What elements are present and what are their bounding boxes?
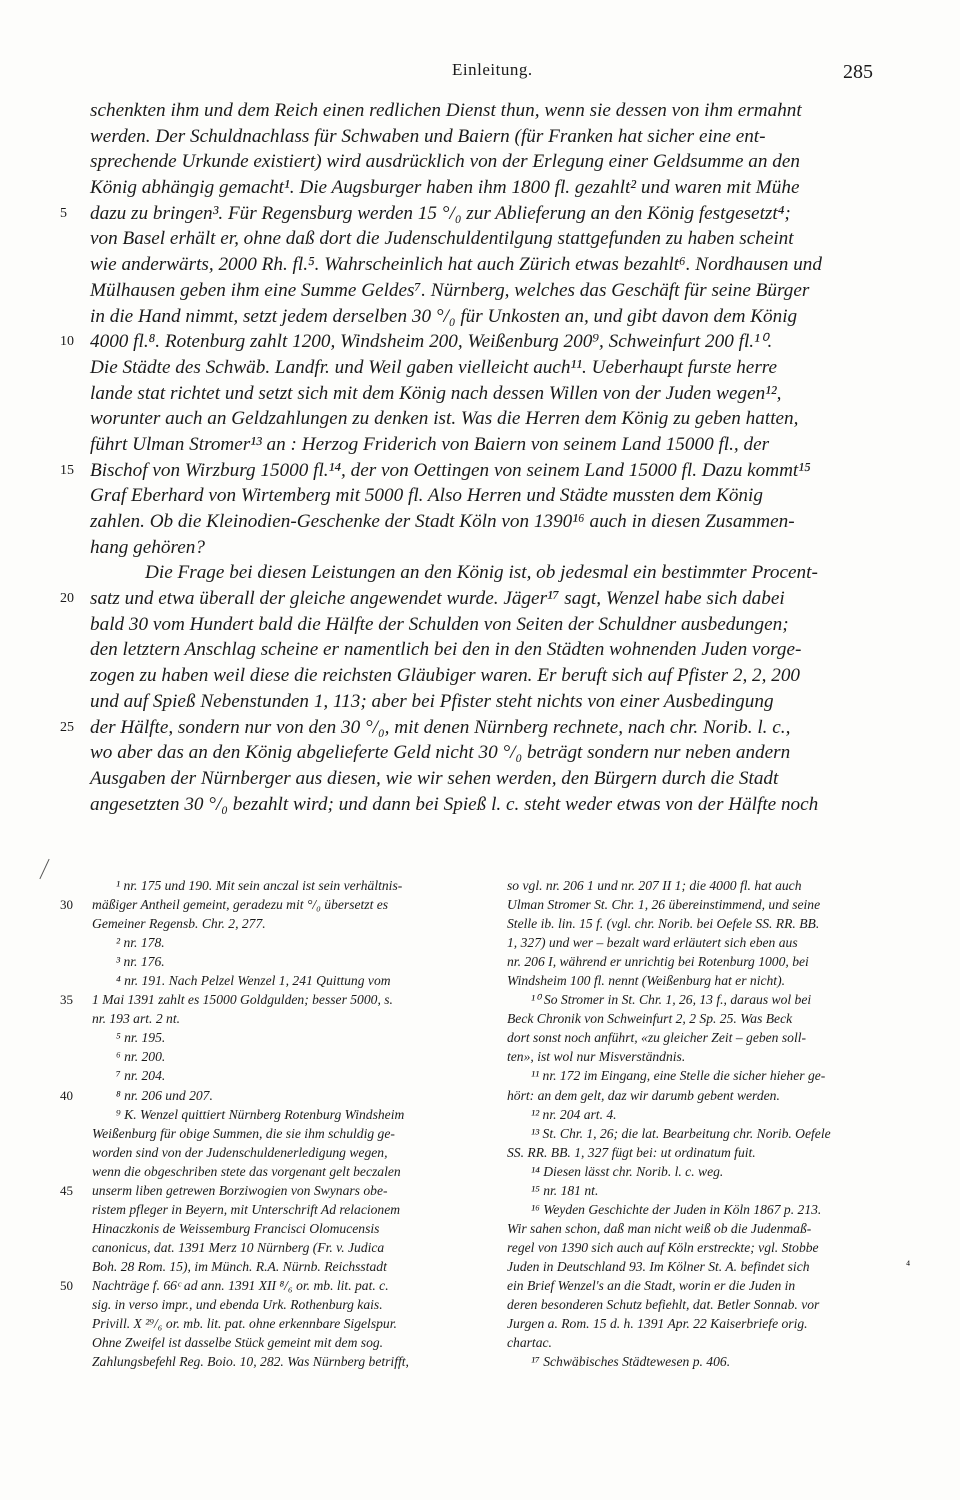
fn-left-line-text: sig. in verso impr., und ebenda Urk. Rothenburg kais.	[92, 1297, 383, 1313]
body-line	[0, 432, 893, 458]
fn-right-line	[507, 990, 897, 1009]
fn-right-line	[507, 876, 897, 895]
fn-left-line	[92, 1257, 492, 1276]
body-line-text: schenkten ihm und dem Reich einen redlichen Dienst thun, wenn sie dessen von ihm ermahnt	[90, 100, 802, 121]
fn-right-line	[507, 952, 897, 971]
body-line	[0, 792, 893, 818]
fn-left-line-text: wenn die obgeschriben stete das vorgenant gelt beczalen	[92, 1163, 401, 1179]
fn-right-line	[507, 1086, 897, 1105]
line-number: 25	[60, 719, 74, 735]
fn-left-line-text: ⁶ nr. 200.	[116, 1049, 166, 1065]
body-line-text: lande stat richtet und setzt sich mit dem König nach dessen Willen von der Juden wegen¹²,	[90, 382, 782, 404]
fn-left-line-text: ⁵ nr. 195.	[116, 1030, 166, 1046]
fn-right-line	[507, 1352, 897, 1371]
fn-right-line-text: ¹⁴ Diesen lässt chr. Norib. l. c. weg.	[531, 1163, 724, 1179]
fn-right-line	[507, 914, 897, 933]
fn-right-line	[507, 1162, 897, 1181]
fn-left-line	[92, 1162, 492, 1181]
line-number: 10	[60, 334, 74, 350]
fn-right-line-text: ¹⁷ Schwäbisches Städtewesen p. 406.	[531, 1354, 731, 1370]
body-line	[0, 509, 893, 535]
fn-left-line	[92, 1105, 492, 1124]
line-number: 15	[60, 462, 74, 478]
body-line	[0, 458, 893, 484]
fn-left-line-text: 1 Mai 1391 zahlt es 15000 Goldgulden; besser 5000, s.	[92, 992, 393, 1008]
fn-right-line-text: 1, 327) und wer – bezalt ward erläutert sich eben aus	[507, 935, 798, 951]
fn-left-line	[92, 1219, 492, 1238]
fn-right-line-text: chartac.	[507, 1335, 552, 1351]
fn-right-line-text: hört: an dem gelt, daz wir darumb gebent werden.	[507, 1087, 780, 1103]
fn-left-line	[92, 1009, 492, 1028]
fn-left-line-text: mäßiger Antheil gemeint, geradezu mit °/₀ übersetzt es	[92, 897, 389, 913]
fn-right-line-text: Juden in Deutschland 93. Im Kölner St. A. befindet sich	[507, 1258, 810, 1274]
fn-right-line-text: Windsheim 100 fl. nennt (Weißenburg hat er nicht).	[507, 973, 786, 989]
line-number: 20	[60, 591, 74, 607]
margin-mark: ⁴	[906, 1258, 911, 1272]
body-line-text: satz und etwa überall der gleiche angewendet wurde. Jäger¹⁷ sagt, Wenzel habe sich dabei	[90, 588, 785, 610]
body-line-text: zogen zu haben weil diese die reichsten Gläubiger waren. Er beruft sich auf Pfister 2, 2, 200	[90, 665, 801, 687]
fn-left-line-text: ⁸ nr. 206 und 207.	[116, 1087, 213, 1103]
fn-left-line-text: nr. 193 art. 2 nt.	[92, 1011, 180, 1027]
body-line-text: werden. Der Schuldnachlass für Schwaben und Baiern (für Franken hat sicher eine ent-	[90, 125, 766, 147]
line-number: 50	[60, 1277, 73, 1293]
fn-right-line	[507, 1105, 897, 1124]
fn-left-line-text: ⁹ K. Wenzel quittiert Nürnberg Rotenburg Windsheim	[116, 1106, 405, 1122]
body-line-text: Graf Eberhard von Wirtemberg mit 5000 fl. Also Herren und Städte mussten dem König	[90, 485, 763, 507]
body-line-text: zahlen. Ob die Kleinodien-Geschenke der Stadt Köln von 1390¹⁶ auch in diesen Zusammen-	[90, 511, 795, 532]
page-number: 285	[843, 61, 873, 83]
fn-right-line	[507, 1295, 897, 1314]
fn-right-line	[507, 1257, 897, 1276]
body-line	[0, 715, 893, 741]
body-line	[0, 149, 893, 175]
main-text-block	[0, 98, 960, 817]
body-line-text: worunter auch an Geldzahlungen zu denken ist. Was die Herren dem König zu geben hatten,	[90, 408, 799, 430]
fn-left-line-text: ³ nr. 176.	[116, 954, 165, 970]
body-line-text: König abhängig gemacht¹. Die Augsburger haben ihm 1800 fl. gezahlt² und waren mit Mühe	[90, 177, 800, 199]
body-line	[0, 304, 893, 330]
body-line-text: in die Hand nimmt, setzt jedem derselben 30 °/₀ für Unkosten an, und gibt davon dem König	[90, 305, 798, 327]
fn-left-line-text: unserm liben getrewen Borziwogien von Swynars obe-	[92, 1182, 388, 1198]
body-line-text: hang gehören?	[90, 536, 205, 558]
body-line	[0, 329, 893, 355]
body-line	[0, 226, 893, 252]
fn-left-line-text: ⁷ nr. 204.	[116, 1068, 166, 1084]
fn-right-line-text: Wir sahen schon, daß man nicht weiß ob die Judenmaß-	[507, 1220, 812, 1236]
body-line-text: 4000 fl.⁸. Rotenburg zahlt 1200, Windsheim 200, Weißenburg 200⁹, Schweinfurt 200 fl.¹⁰.	[90, 331, 773, 353]
body-line	[0, 766, 893, 792]
body-line-text: angesetzten 30 °/₀ bezahlt wird; und dann bei Spieß l. c. steht weder etwas von der Hälfte noch	[90, 793, 819, 815]
body-line	[0, 355, 893, 381]
fn-right-line	[507, 1181, 897, 1200]
fn-right-line-text: ¹¹ nr. 172 im Eingang, eine Stelle die sicher hieher ge-	[531, 1068, 826, 1084]
fn-left-line	[92, 971, 492, 990]
fn-right-line-text: ¹² nr. 204 art. 4.	[531, 1106, 617, 1122]
body-line	[0, 124, 893, 150]
fn-right-line	[507, 1276, 897, 1295]
body-line-text: Ausgaben der Nürnberger aus diesen, wie wir sehen werden, den Bürgern durch die Stadt	[90, 767, 779, 789]
fn-left-line-text: Weißenburg für obige Summen, die sie ihm schuldig ge-	[92, 1125, 395, 1141]
fn-left-line-text: Privill. X ²⁹/₆ or. mb. lit. pat. ohne erkennbare Sigelspur.	[92, 1316, 397, 1332]
fn-left-line	[60, 895, 492, 914]
fn-right-line	[507, 971, 897, 990]
fn-left-line	[92, 1238, 492, 1257]
fn-left-line	[92, 914, 492, 933]
fn-left-line-text: ² nr. 178.	[116, 935, 165, 951]
body-line	[0, 689, 893, 715]
body-line	[0, 740, 893, 766]
fn-left-line-text: ¹ nr. 175 und 190. Mit sein anczal ist sein verhältnis-	[116, 878, 403, 893]
fn-right-line	[507, 1009, 897, 1028]
fn-right-line	[507, 1028, 897, 1047]
fn-left-line-text: Nachträge f. 66ᶜ ad ann. 1391 XII ⁸/₆ or. mb. lit. pat. c.	[92, 1277, 389, 1293]
fn-right-line-text: Beck Chronik von Schweinfurt 2, 2 Sp. 25. Was Beck	[507, 1011, 793, 1027]
fn-right-line	[507, 1143, 897, 1162]
fn-left-line-text: canonicus, dat. 1391 Merz 10 Nürnberg (Fr. v. Judica	[92, 1239, 385, 1255]
body-line	[0, 483, 893, 509]
fn-right-line-text: Ulman Stromer St. Chr. 1, 26 übereinstimmend, und seine	[507, 897, 821, 913]
body-line-text: von Basel erhält er, ohne daß dort die Judenschuldentilgung stattgefunden zu haben scheint	[90, 228, 794, 250]
line-number: 30	[60, 897, 73, 913]
fn-left-line	[92, 1143, 492, 1162]
body-line	[0, 175, 893, 201]
fn-right-line-text: Jurgen a. Rom. 15 d. h. 1391 Apr. 22 Kaiserbriefe orig.	[507, 1316, 808, 1332]
fn-right-line	[507, 1333, 897, 1352]
fn-right-line-text: deren besonderen Schutz befiehlt, dat. Betler Sonnab. vor	[507, 1297, 820, 1313]
fn-right-line	[507, 1047, 897, 1066]
fn-left-line-text: Ohne Zweifel ist dasselbe Stück gemeint mit dem sog.	[92, 1335, 384, 1351]
fn-left-line	[60, 990, 492, 1009]
fn-left-line	[92, 1295, 492, 1314]
fn-right-line	[507, 1314, 897, 1333]
footnotes-right-column	[507, 876, 897, 1371]
stray-pencil-mark	[39, 859, 49, 879]
body-line	[0, 252, 893, 278]
page-header	[0, 60, 960, 86]
body-line-text: und auf Spieß Nebenstunden 1, 113; aber bei Pfister steht nichts von einer Ausbedingung	[90, 690, 774, 712]
body-line-text: Bischof von Wirzburg 15000 fl.¹⁴, der von Oettingen von seinem Land 15000 fl. Dazu kommt¹⁵	[90, 459, 811, 481]
fn-right-line	[507, 1124, 897, 1143]
fn-right-line-text: Stelle ib. lin. 15 f. (vgl. chr. Norib. bei Oefele SS. RR. BB.	[507, 916, 820, 932]
fn-left-line	[60, 1181, 492, 1200]
running-title: Einleitung.	[452, 60, 533, 79]
fn-left-line	[60, 1276, 492, 1295]
fn-right-line-text: so vgl. nr. 206 1 und nr. 207 II 1; die 4000 fl. hat auch	[507, 878, 802, 893]
fn-left-line-text: worden sind von der Judenschuldenerledigung wegen,	[92, 1144, 388, 1160]
body-line	[0, 535, 893, 561]
line-number: 35	[60, 992, 73, 1008]
fn-left-line-text: ristem pfleger in Beyern, mit Unterschrift Ad relacionem	[92, 1201, 401, 1217]
body-line-text: wie anderwärts, 2000 Rh. fl.⁵. Wahrscheinlich hat auch Zürich etwas bezahlt⁶. Nordhausen und	[90, 254, 822, 276]
fn-left-line	[92, 1352, 492, 1371]
fn-left-line	[92, 1047, 492, 1066]
body-line	[0, 663, 893, 689]
fn-right-line-text: ten», ist wol nur Misverständnis.	[507, 1049, 686, 1065]
body-line-text: Die Städte des Schwäb. Landfr. und Weil gaben vielleicht auch¹¹. Ueberhaupt furste herre	[90, 356, 778, 378]
body-line-text: der Hälfte, sondern nur von den 30 °/₀, mit denen Nürnberg rechnete, nach chr. Norib. l. c.,	[90, 716, 791, 738]
fn-right-line-text: SS. RR. BB. 1, 327 fügt bei: ut ordinatum fuit.	[507, 1144, 756, 1160]
fn-left-line-text: Gemeiner Regensb. Chr. 2, 277.	[92, 916, 266, 932]
fn-right-line-text: dort sonst noch anführt, «zu gleicher Zeit – geben soll-	[507, 1030, 807, 1046]
body-line	[0, 586, 893, 612]
footnotes-left-column	[60, 876, 492, 1371]
body-line-text: dazu zu bringen³. Für Regensburg werden 15 °/₀ zur Ablieferung an den König festgesetzt⁴;	[90, 202, 791, 224]
body-line-text: Die Frage bei diesen Leistungen an den König ist, ob jedesmal ein bestimmter Procent-	[145, 562, 818, 584]
body-line	[0, 201, 893, 227]
fn-left-line	[92, 876, 492, 895]
fn-right-line-text: ¹³ St. Chr. 1, 26; die lat. Bearbeitung chr. Norib. Oefele	[531, 1125, 831, 1141]
fn-right-line-text: ein Brief Wenzel's an die Stadt, worin er die Juden in	[507, 1277, 796, 1293]
fn-right-line	[507, 933, 897, 952]
body-line-text: führt Ulman Stromer¹³ an : Herzog Friderich von Baiern von seinem Land 15000 fl., der	[90, 433, 770, 455]
fn-left-line	[92, 1200, 492, 1219]
body-line-text: bald 30 vom Hundert bald die Hälfte der Schulden von Seiten der Schuldner ausbedungen;	[90, 613, 789, 635]
fn-left-line-text: Boh. 28 Rom. 15), im Münch. R.A. Nürnb. Reichsstadt	[92, 1258, 387, 1274]
body-line	[0, 637, 893, 663]
body-line	[0, 98, 893, 124]
body-line	[0, 612, 893, 638]
fn-left-line	[92, 1028, 492, 1047]
body-line-text: Mülhausen geben ihm eine Summe Geldes⁷. Nürnberg, welches das Geschäft für seine Bürger	[90, 279, 810, 301]
body-line	[0, 381, 893, 407]
fn-right-line-text: regel von 1390 sich auch auf Köln erstreckte; vgl. Stobbe	[507, 1239, 819, 1255]
fn-right-line-text: ¹⁰ So Stromer in St. Chr. 1, 26, 13 f., daraus wol bei	[531, 992, 812, 1008]
fn-right-line	[507, 1066, 897, 1085]
fn-right-line-text: nr. 206 I, während er unrichtig bei Rotenburg 1000, bei	[507, 954, 809, 970]
fn-right-line	[507, 895, 897, 914]
line-number: 45	[60, 1182, 73, 1198]
fn-right-line	[507, 1219, 897, 1238]
fn-left-line	[92, 1314, 492, 1333]
fn-left-line	[60, 1086, 492, 1105]
line-number: 40	[60, 1087, 73, 1103]
fn-left-line	[92, 952, 492, 971]
fn-left-line-text: Hinaczkonis de Weissemburg Francisci Olomucensis	[92, 1220, 380, 1236]
body-line	[0, 560, 893, 586]
fn-left-line	[92, 1066, 492, 1085]
body-line-text: den letztern Anschlag scheine er namentlich bei den in den Städten wohnenden Juden vorge-	[90, 639, 802, 661]
line-number: 5	[60, 205, 67, 221]
body-line-text: sprechende Urkunde existiert) wird ausdrücklich von der Erlegung einer Geldsumme an den	[90, 151, 800, 173]
fn-right-line	[507, 1200, 897, 1219]
fn-right-line	[507, 1238, 897, 1257]
fn-left-line	[92, 933, 492, 952]
body-line	[0, 278, 893, 304]
fn-right-line-text: ¹⁵ nr. 181 nt.	[531, 1182, 599, 1198]
fn-left-line	[92, 1333, 492, 1352]
fn-left-line-text: ⁴ nr. 191. Nach Pelzel Wenzel 1, 241 Quittung vom	[116, 973, 391, 989]
fn-right-line-text: ¹⁶ Weyden Geschichte der Juden in Köln 1867 p. 213.	[531, 1201, 822, 1217]
body-line-text: wo aber das an den König abgelieferte Geld nicht 30 °/₀ beträgt sondern nur neben andern	[90, 742, 791, 764]
fn-left-line-text: Zahlungsbefehl Reg. Boio. 10, 282. Was Nürnberg betrifft,	[92, 1354, 409, 1370]
fn-left-line	[92, 1124, 492, 1143]
body-line	[0, 406, 893, 432]
